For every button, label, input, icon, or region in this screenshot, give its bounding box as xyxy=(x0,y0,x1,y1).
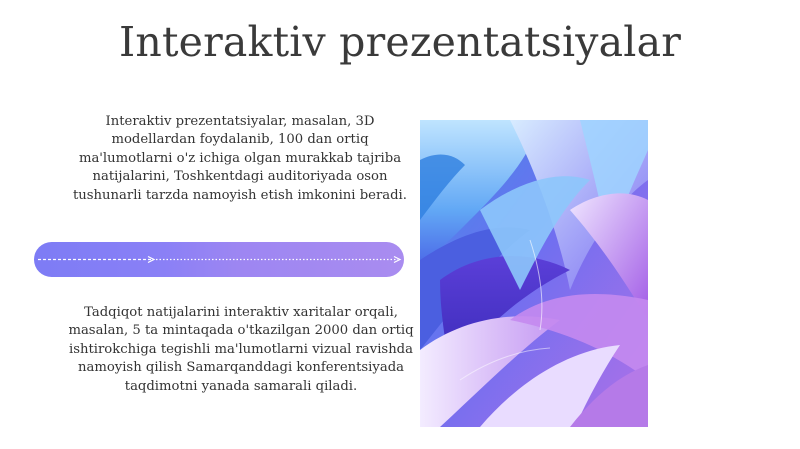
feather-image xyxy=(420,120,648,427)
arrow-right-icon xyxy=(34,242,404,277)
divider-bar xyxy=(34,242,404,277)
slide-title: Interaktiv prezentatsiyalar xyxy=(118,18,682,66)
paragraph-bottom: Tadqiqot natijalarini interaktiv xaritalar orqali, masalan, 5 ta mintaqada o'tkazilgan 2000 dan ortiq ishtirokchiga tegishli ma'lumotlarni vizual ravishda namoyish qilish Samarqanddagi konferentsiyada taqdimotni yanada samarali qiladi. xyxy=(68,305,414,394)
paragraph-top: Interaktiv prezentatsiyalar, masalan, 3D modellardan foydalanib, 100 dan ortiq ma'lumotlarni o'z ichiga olgan murakkab tajriba natijalarini, Toshkentdagi auditoriyada oson tushunarli tarzda namoyish etish imkonini beradi. xyxy=(73,114,407,203)
